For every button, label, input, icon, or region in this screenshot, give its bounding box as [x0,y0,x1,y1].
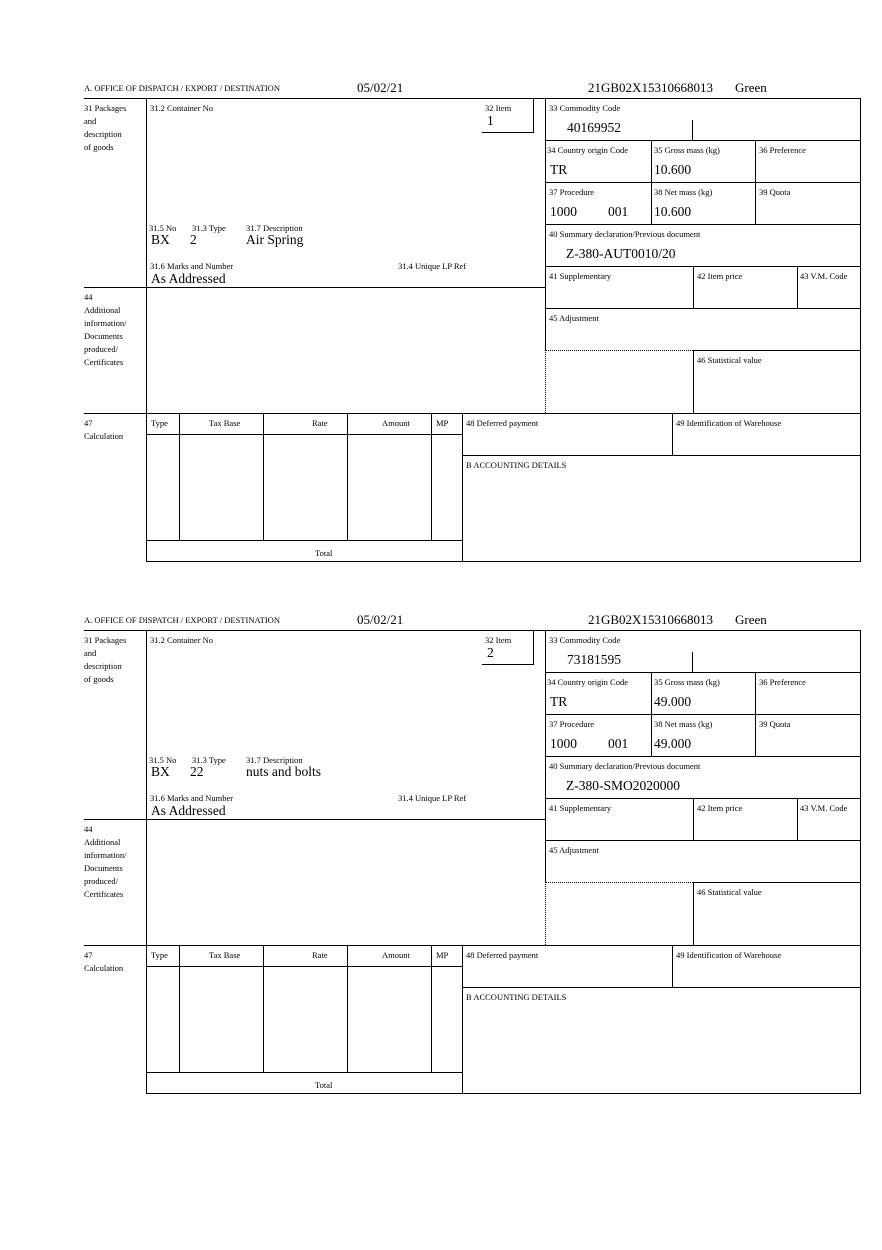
packages-label: 31 Packages and description of goods [84,103,127,152]
rule-455 [462,455,861,456]
marks-label: 31.6 Marks and Number [150,793,234,803]
calc-col-amount: Amount [382,950,410,960]
calc-col-3 [347,945,348,1072]
rule-140 [545,140,861,141]
procedure-value-a: 1000 [550,736,577,751]
container-label: 31.2 Container No [150,103,214,113]
reference-value: 21GB02X15310668013 [588,80,713,95]
rule-140 [545,672,861,673]
deferred-payment-label: 48 Deferred payment [466,950,539,960]
calculation-label: 47 Calculation [84,950,124,973]
commodity-tick [692,120,693,140]
commodity-code: 73181595 [567,652,621,667]
divider-vertical-dotted [545,882,546,945]
additional-info-label: 44 Additional information/ Documents produced/ Certificates [84,292,127,367]
summary-doc-value: Z-380-AUT0010/20 [566,246,676,261]
accounting-label: B ACCOUNTING DETAILS [466,992,567,1002]
frame-top-line [84,630,861,631]
accounting-label: B ACCOUNTING DETAILS [466,460,567,470]
item-number: 1 [487,113,494,128]
calc-col-taxbase: Tax Base [209,418,241,428]
col-43-line [797,266,798,308]
calc-total-line [146,1072,462,1073]
container-label: 31.2 Container No [150,635,214,645]
warehouse-label: 49 Identification of Warehouse [676,418,782,428]
total-label: Total [315,1080,333,1090]
procedure-value-b: 001 [608,736,629,751]
calc-col-2 [263,945,264,1072]
quota-label: 39 Quota [759,719,791,729]
stat-value-label: 46 Statistical value [697,887,762,897]
col-42-line [693,798,694,840]
frame-right-line [860,630,861,1093]
country-origin-value: TR [550,694,568,709]
net-mass-label: 38 Net mass (kg) [654,187,713,197]
frame-bottom-line [146,1093,861,1094]
declaration-form [0,0,882,558]
route-value: Green [735,80,767,95]
pkg-desc-value: Air Spring [246,232,304,247]
summary-decl-label: 40 Summary declaration/Previous document [549,761,701,771]
rule-350-dotted [545,882,693,883]
pkg-desc-label: 31.7 Description [246,223,303,233]
rule-308 [545,308,861,309]
rule-287 [84,287,545,288]
calc-col-1 [179,413,180,540]
frame-top-line [84,98,861,99]
stat-value-label: 46 Statistical value [697,355,762,365]
calc-col-rate: Rate [312,418,328,428]
supplementary-label: 41 Supplementary [549,803,612,813]
calc-col-3 [347,413,348,540]
calc-col-mp: MP [436,418,449,428]
date-value: 05/02/21 [357,80,404,95]
rule-182 [545,714,861,715]
calculation-label: 47 Calculation [84,418,124,441]
frame-left-line [146,98,147,561]
gross-mass-value: 49.000 [654,694,692,709]
marks-value: As Addressed [151,803,226,818]
col-46-line [693,882,694,945]
col-49-line [672,945,673,987]
commodity-label: 33 Commodity Code [549,635,621,645]
rule-308 [545,840,861,841]
calc-col-type: Type [151,418,168,428]
frame-left-line [146,630,147,1093]
total-label: Total [315,548,333,558]
packages-label: 31 Packages and description of goods [84,635,127,684]
rule-266 [545,266,861,267]
procedure-value-b: 001 [608,204,629,219]
country-origin-label: 34 Country origin Code [547,677,628,687]
pkg-type-value: 2 [190,232,197,247]
rule-455 [462,987,861,988]
calc-col-1 [179,945,180,1072]
pkg-no-value: BX [151,232,170,247]
office-label: A. OFFICE OF DISPATCH / EXPORT / DESTINATION [84,83,280,93]
rule-182 [545,182,861,183]
pkg-type-label: 31.3 Type [192,223,226,233]
col-49-line [672,413,673,455]
calc-col-4 [431,945,432,1072]
unique-lp-label: 31.4 Unique LP Ref [398,261,467,271]
commodity-tick [692,652,693,672]
col-36-39-line [755,672,756,756]
preference-label: 36 Preference [759,677,806,687]
rule-287 [84,819,545,820]
divider-vertical-dotted [545,350,546,413]
rule-350 [693,350,861,351]
calc-header-line [146,434,462,435]
pkg-desc-label: 31.7 Description [246,755,303,765]
item-label: 32 Item [485,103,512,113]
adjustment-label: 45 Adjustment [549,845,599,855]
procedure-label: 37 Procedure [549,719,595,729]
col-35-38-line [651,140,652,224]
calc-header-line [146,966,462,967]
col-42-line [693,266,694,308]
calc-col-4 [431,413,432,540]
adjustment-label: 45 Adjustment [549,313,599,323]
calc-col-amount: Amount [382,418,410,428]
quota-label: 39 Quota [759,187,791,197]
rule-266 [545,798,861,799]
item-number: 2 [487,645,494,660]
col-46-line [693,350,694,413]
reference-value: 21GB02X15310668013 [588,612,713,627]
net-mass-value: 49.000 [654,736,692,751]
rule-413 [84,945,861,946]
warehouse-label: 49 Identification of Warehouse [676,950,782,960]
net-mass-label: 38 Net mass (kg) [654,719,713,729]
frame-right-line [860,98,861,561]
rule-350 [693,882,861,883]
rule-350-dotted [545,350,693,351]
calc-col-mp: MP [436,950,449,960]
pkg-no-label: 31.5 No [149,755,177,765]
rule-413 [84,413,861,414]
commodity-label: 33 Commodity Code [549,103,621,113]
pkg-no-value: BX [151,764,170,779]
procedure-value-a: 1000 [550,204,577,219]
col-35-38-line [651,672,652,756]
rule-224 [545,224,861,225]
summary-decl-label: 40 Summary declaration/Previous document [549,229,701,239]
preference-label: 36 Preference [759,145,806,155]
office-label: A. OFFICE OF DISPATCH / EXPORT / DESTINATION [84,615,280,625]
marks-value: As Addressed [151,271,226,286]
gross-mass-label: 35 Gross mass (kg) [654,145,720,155]
supplementary-label: 41 Supplementary [549,271,612,281]
calc-col-type: Type [151,950,168,960]
additional-info-label: 44 Additional information/ Documents produced/ Certificates [84,824,127,899]
gross-mass-label: 35 Gross mass (kg) [654,677,720,687]
pkg-no-label: 31.5 No [149,223,177,233]
pkg-desc-value: nuts and bolts [246,764,322,779]
marks-label: 31.6 Marks and Number [150,261,234,271]
declaration-form [0,532,882,1090]
summary-doc-value: Z-380-SMO2020000 [566,778,680,793]
col-43-line [797,798,798,840]
date-value: 05/02/21 [357,612,404,627]
route-value: Green [735,612,767,627]
calc-col-2 [263,413,264,540]
gross-mass-value: 10.600 [654,162,692,177]
vm-code-label: 43 V.M. Code [800,271,848,281]
calc-col-taxbase: Tax Base [209,950,241,960]
commodity-code: 40169952 [567,120,621,135]
country-origin-value: TR [550,162,568,177]
item-price-label: 42 Item price [697,803,743,813]
net-mass-value: 10.600 [654,204,692,219]
item-price-label: 42 Item price [697,271,743,281]
deferred-payment-label: 48 Deferred payment [466,418,539,428]
calc-col-5 [462,945,463,1093]
calc-col-rate: Rate [312,950,328,960]
vm-code-label: 43 V.M. Code [800,803,848,813]
col-36-39-line [755,140,756,224]
unique-lp-label: 31.4 Unique LP Ref [398,793,467,803]
country-origin-label: 34 Country origin Code [547,145,628,155]
rule-224 [545,756,861,757]
procedure-label: 37 Procedure [549,187,595,197]
item-label: 32 Item [485,635,512,645]
pkg-type-label: 31.3 Type [192,755,226,765]
pkg-type-value: 22 [190,764,204,779]
